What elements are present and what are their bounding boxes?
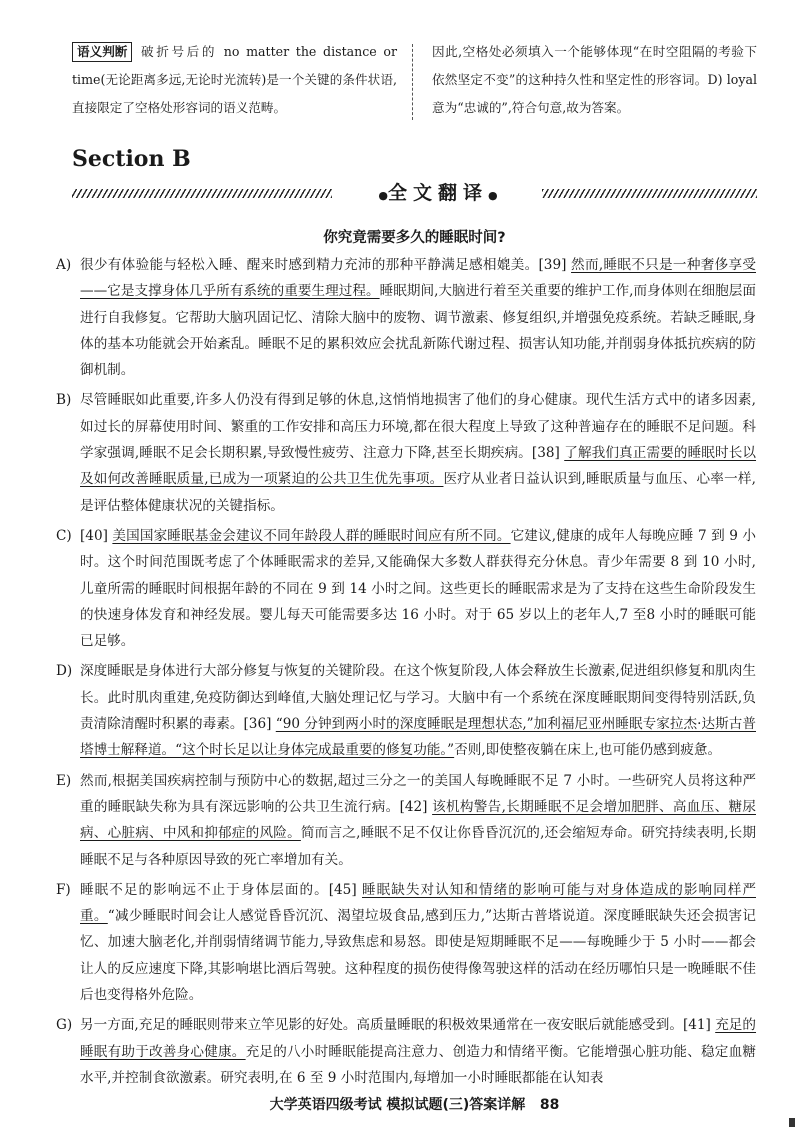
paragraph-c: [56, 523, 756, 654]
underlined-answer-sentence: 美国国家睡眠基金会建议不同年龄段人群的睡眠时间应有所不同。: [112, 527, 511, 544]
underlined-answer-sentence: 充足的睡眠有助于改善身心健康。: [80, 1017, 757, 1060]
paragraph-text: 睡眠不足的影响远不止于身体层面的。[45]: [80, 881, 362, 898]
underlined-answer-sentence: 了解我们真正需要的睡眠时长以及如何改善睡眠质量,已成为一项紧迫的公共卫生优先事项。: [80, 445, 757, 488]
paragraph-text: 很少有体验能与轻松入睡、醒来时感到精力充沛的那种平静满足感相媲美。[39]: [80, 257, 572, 273]
paragraph-text: 尽管睡眠如此重要,许多人仍没有得到足够的休息,这悄悄地损害了他们的身心健康。现代生活方式中的诸多因素,如过长的屏幕使用时间、繁重的工作安排和高压力环境,都在很大程度上导致了这种普遍存在的睡眠不足问题。科学家强调,睡眠不足会长期积累,导致慢性疲劳、注意力下降,甚至长期疾病。[38]: [80, 392, 756, 462]
paragraph-b: [56, 387, 756, 518]
semantic-judgment-tag: 语义判断: [72, 42, 132, 62]
paragraph-text: 然而,根据美国疾病控制与预防中心的数据,超过三分之一的美国人每晚睡眠不足 7 小时。一些研究人员将这种严重的睡眠缺失称为具有深远影响的公共卫生流行病。[42]: [80, 772, 756, 815]
column-divider: [412, 44, 413, 120]
underlined-answer-sentence: 睡眠缺失对认知和情绪的影响可能与对身体造成的影响同样严重。: [80, 881, 756, 925]
underlined-answer-sentence: 该机构警告,长期睡眠不足会增加肥胖、高血压、糖尿病、心脏病、中风和抑郁症的风险。: [80, 798, 756, 842]
banner-hatch-right: [542, 189, 757, 198]
paragraph-g: [56, 1012, 756, 1091]
paragraph-e: [56, 768, 756, 873]
translation-paragraphs: [56, 252, 756, 1095]
page-footer: [72, 1094, 757, 1114]
previous-explanation: [72, 38, 757, 124]
banner-hatch-left: [72, 189, 332, 198]
paragraph-text: 另一方面,充足的睡眠则带来立竿见影的好处。高质量睡眠的积极效果通常在一夜安眠后就能感受到。[41]: [80, 1017, 716, 1034]
paragraph-f: [56, 877, 756, 1008]
explanation-right-text: 因此,空格处必须填入一个能够体现“在时空阻隔的考验下依然坚定不变”的这种持久性和坚定性的形容词。D) loyal 意为“忠诚的”,符合句意,故为答案。: [432, 44, 757, 115]
underlined-answer-sentence: 然而,睡眠不只是一种奢侈享受——它是支撑身体几乎所有系统的重要生理过程。: [80, 257, 756, 300]
paragraph-letter: C): [56, 527, 72, 544]
bullet-dot-icon: ●: [378, 189, 388, 202]
paragraph-text: 医疗从业者日益认识到,睡眠质量与血压、心率一样,是评估整体健康状况的关键指标。: [80, 471, 757, 514]
translation-banner: [72, 178, 757, 208]
explanation-left-column: [72, 38, 397, 122]
paragraph-letter: A): [56, 257, 72, 273]
paragraph-text: 睡眠期间,大脑进行着至关重要的维护工作,而身体则在细胞层面进行自我修复。它帮助大脑巩固记忆、清除大脑中的废物、调节激素、修复组织,并增强免疫系统。若缺乏睡眠,身体的基本功能就会开始紊乱。睡眠不足的累积效应会扰乱新陈代谢过程、损害认知功能,并削弱身体抵抗疾病的防御机制。: [80, 283, 757, 379]
underlined-answer-sentence: “90 分钟到两小时的深度睡眠是理想状态,”加利福尼亚州睡眠专家拉杰·达斯古普塔博士解释道。“这个时长足以让身体完成最重要的修复功能。”: [80, 716, 756, 759]
corner-mark-icon: [789, 1118, 795, 1127]
paragraph-text: “减少睡眠时间会让人感觉昏昏沉沉、渴望垃圾食品,感到压力,”达斯古普塔说道。深度睡眠缺失还会损害记忆、加速大脑老化,并削弱情绪调节能力,导致焦虑和易怒。即使是短期睡眠不足——每晚睡少于 5 小时——都会让人的反应速度下降,其影响堪比酒后驾驶。这种程度的损伤使得像驾驶这样的活动在经历哪怕只是一晚睡眠不佳后也变得格外危险。: [80, 908, 756, 1004]
banner-label: 全文翻译: [387, 182, 488, 204]
section-title: Section B: [72, 146, 191, 172]
paragraph-text: 简而言之,睡眠不足不仅让你昏昏沉沉的,还会缩短寿命。研究持续表明,长期睡眠不足与各种原因导致的死亡率增加有关。: [80, 825, 756, 868]
paragraph-a: [56, 252, 756, 383]
footer-title: 大学英语四级考试 模拟试题(三)答案详解: [269, 1097, 526, 1113]
paragraph-text: [40]: [80, 527, 113, 544]
paragraph-text: 充足的八小时睡眠能提高注意力、创造力和情绪平衡。它能增强心脏功能、稳定血糖水平,并控制食欲激素。研究表明,在 6 至 9 小时范围内,每增加一小时睡眠都能在认知表: [80, 1043, 757, 1086]
bullet-dot-icon: ●: [488, 189, 498, 202]
banner-label-wrap: [340, 178, 536, 208]
paragraph-letter: F): [56, 881, 71, 898]
paragraph-text: 深度睡眠是身体进行大部分修复与恢复的关键阶段。在这个恢复阶段,人体会释放生长激素,促进组织修复和肌肉生长。此时肌肉重建,免疫防御达到峰值,大脑处理记忆与学习。大脑中有一个系统在深度睡眠期间变得特别活跃,负责清除清醒时积累的毒素。[36]: [80, 663, 756, 733]
page-number: 88: [539, 1097, 560, 1113]
paragraph-letter: G): [56, 1017, 73, 1034]
article-title: 你究竟需要多久的睡眠时间?: [323, 230, 506, 246]
explanation-right-column: [432, 38, 757, 122]
paragraph-letter: B): [56, 392, 72, 409]
paragraph-letter: E): [56, 772, 72, 789]
paragraph-text: 它建议,健康的成年人每晚应睡 7 到 9 小时。这个时间范围既考虑了个体睡眠需求的差异,又能确保大多数人群获得充分休息。青少年需要 8 到 10 小时,儿童所需的睡眠时间根据年龄的不同在 9 到 14 小时之间。这些更长的睡眠需求是为了支持在这些生命阶段发生的快速身体发育和神经发展。婴儿每天可能需要多达 16 小时。对于 65 岁以上的老年人,7 至8 小时的睡眠可能已足够。: [80, 527, 756, 650]
paragraph-letter: D): [56, 663, 73, 680]
explanation-left-text: 破折号后的 no matter the distance or time(无论距离多远,无论时光流转)是一个关键的条件状语,直接限定了空格处形容词的语义范畴。: [72, 44, 397, 115]
paragraph-text: 否则,即使整夜躺在床上,也可能仍感到疲惫。: [454, 742, 722, 759]
paragraph-d: [56, 658, 756, 763]
